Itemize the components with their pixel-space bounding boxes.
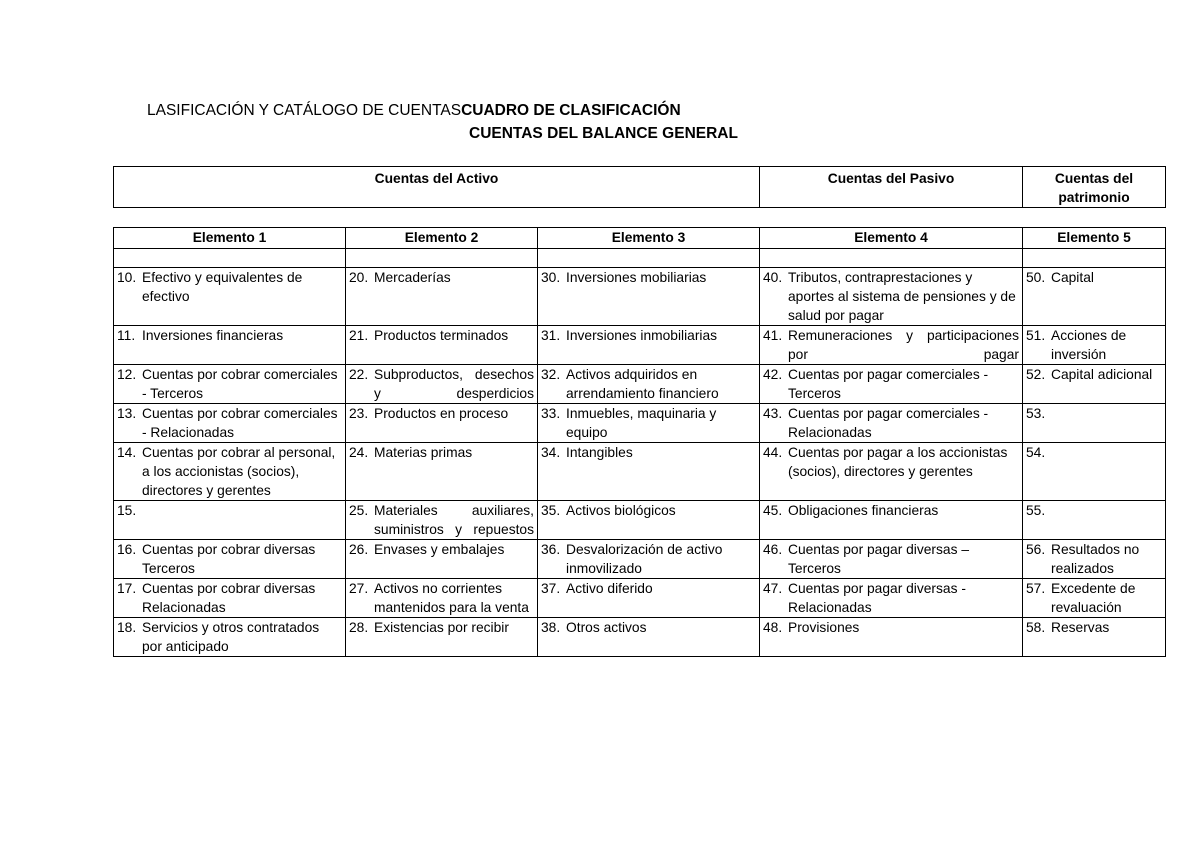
- account-item: [117, 501, 342, 520]
- account-name: Inversiones inmobiliarias: [566, 328, 718, 343]
- account-cell: [538, 365, 760, 404]
- table-row: [114, 443, 1166, 501]
- account-name: Desvalorización de activo inmovilizado: [566, 542, 723, 576]
- group-header-pasivo: Cuentas del Pasivo: [760, 167, 1023, 208]
- account-name: Intangibles: [566, 445, 633, 460]
- element-header: Elemento 3: [538, 228, 760, 249]
- title-bold-text: CUADRO DE CLASIFICACIÓN: [461, 102, 681, 119]
- account-item: [117, 365, 342, 403]
- account-name: Materiales auxiliares, suministros y repuestos: [374, 503, 534, 537]
- account-item: [763, 579, 1019, 617]
- account-name: Materias primas: [374, 445, 473, 460]
- account-cell: [346, 443, 538, 501]
- account-cell: [760, 540, 1023, 579]
- account-name: Cuentas por pagar diversas – Terceros: [788, 542, 969, 576]
- element-header: Elemento 1: [114, 228, 346, 249]
- account-name: Cuentas por cobrar al personal, a los accionistas (socios), directores y gerentes: [142, 445, 336, 498]
- account-cell: [346, 268, 538, 326]
- table-row: [114, 540, 1166, 579]
- account-name: Provisiones: [788, 620, 860, 635]
- account-item: [1026, 618, 1162, 637]
- account-code: 44.: [763, 445, 783, 460]
- account-code: 27.: [349, 581, 369, 596]
- account-cell: [114, 540, 346, 579]
- account-name: Productos en proceso: [374, 406, 509, 421]
- account-cell: [538, 540, 760, 579]
- account-item: [1026, 579, 1162, 617]
- account-name: Cuentas por cobrar diversas Terceros: [142, 542, 316, 576]
- account-code: 10.: [117, 270, 137, 285]
- account-cell: [346, 365, 538, 404]
- account-item: [541, 268, 756, 287]
- element-header: Elemento 4: [760, 228, 1023, 249]
- table-row: [114, 618, 1166, 657]
- account-code: 55.: [1026, 503, 1046, 518]
- account-item: [349, 404, 534, 423]
- account-item: [763, 540, 1019, 578]
- account-item: [117, 268, 342, 306]
- account-item: [763, 443, 1019, 481]
- account-cell: [114, 501, 346, 540]
- account-cell: [538, 618, 760, 657]
- accounts-table: [113, 227, 1166, 657]
- account-name: Tributos, contraprestaciones y aportes al sistema de pensiones y de salud por pagar: [788, 270, 1016, 323]
- element-header: Elemento 5: [1023, 228, 1166, 249]
- account-name: Inversiones mobiliarias: [566, 270, 707, 285]
- account-cell: [114, 618, 346, 657]
- document-title-line2: CUENTAS DEL BALANCE GENERAL: [469, 125, 738, 142]
- account-cell: [538, 579, 760, 618]
- account-item: [763, 404, 1019, 442]
- account-code: 32.: [541, 367, 561, 382]
- account-cell: [1023, 540, 1166, 579]
- account-name: Servicios y otros contratados por anticipado: [142, 620, 320, 654]
- account-name: Activos no corrientes mantenidos para la venta: [374, 581, 529, 615]
- account-cell: [760, 618, 1023, 657]
- account-name: Subproductos, desechos y desperdicios: [374, 367, 534, 401]
- account-name: Existencias por recibir: [374, 620, 509, 635]
- account-item: [541, 365, 756, 403]
- account-name: Cuentas por pagar comerciales - Relacionadas: [788, 406, 989, 440]
- account-name: Cuentas por cobrar comerciales - Relacionadas: [142, 406, 338, 440]
- account-item: [1026, 268, 1162, 287]
- account-item: [763, 501, 1019, 520]
- account-cell: [1023, 579, 1166, 618]
- account-code: 41.: [763, 328, 783, 343]
- account-code: 14.: [117, 445, 137, 460]
- account-name: Reservas: [1051, 620, 1110, 635]
- blank-row: [114, 249, 1166, 268]
- account-code: 15.: [117, 503, 137, 518]
- account-cell: [760, 443, 1023, 501]
- account-code: 17.: [117, 581, 137, 596]
- account-cell: [538, 326, 760, 365]
- account-cell: [1023, 268, 1166, 326]
- account-item: [763, 268, 1019, 325]
- account-code: 36.: [541, 542, 561, 557]
- groups-row: [114, 167, 1166, 208]
- account-cell: [538, 443, 760, 501]
- table-row: [114, 579, 1166, 618]
- account-item: [117, 326, 342, 345]
- account-cell: [114, 268, 346, 326]
- account-item: [763, 618, 1019, 637]
- account-item: [349, 443, 534, 462]
- document-title-line1: [147, 101, 681, 121]
- account-code: 42.: [763, 367, 783, 382]
- account-code: 28.: [349, 620, 369, 635]
- account-groups-table: [113, 166, 1166, 208]
- account-cell: [538, 268, 760, 326]
- group-header-activo: Cuentas del Activo: [114, 167, 760, 208]
- account-cell: [1023, 501, 1166, 540]
- group-header-patrimonio: Cuentas del patrimonio: [1023, 167, 1166, 208]
- account-item: [541, 443, 756, 462]
- account-item: [1026, 365, 1162, 384]
- account-code: 22.: [349, 367, 369, 382]
- account-code: 51.: [1026, 328, 1046, 343]
- account-code: 18.: [117, 620, 137, 635]
- empty-cell: [346, 249, 538, 268]
- account-name: Capital adicional: [1051, 367, 1153, 382]
- account-item: [541, 540, 756, 578]
- account-cell: [1023, 618, 1166, 657]
- empty-cell: [114, 249, 346, 268]
- account-item: [349, 501, 534, 539]
- account-item: [541, 404, 756, 442]
- account-code: 30.: [541, 270, 561, 285]
- account-item: [763, 365, 1019, 403]
- account-cell: [346, 404, 538, 443]
- account-cell: [114, 443, 346, 501]
- account-name: Envases y embalajes: [374, 542, 505, 557]
- account-code: 43.: [763, 406, 783, 421]
- account-name: Otros activos: [566, 620, 647, 635]
- account-cell: [114, 326, 346, 365]
- account-cell: [760, 404, 1023, 443]
- account-name: Activos adquiridos en arrendamiento financiero: [566, 367, 719, 401]
- account-name: Cuentas por pagar comerciales - Terceros: [788, 367, 989, 401]
- account-code: 23.: [349, 406, 369, 421]
- account-cell: [760, 579, 1023, 618]
- account-item: [1026, 326, 1162, 364]
- table-row: [114, 326, 1166, 365]
- account-code: 31.: [541, 328, 561, 343]
- account-code: 20.: [349, 270, 369, 285]
- account-cell: [760, 268, 1023, 326]
- account-code: 46.: [763, 542, 783, 557]
- account-name: Efectivo y equivalentes de efectivo: [142, 270, 303, 304]
- account-item: [117, 443, 342, 500]
- account-cell: [760, 365, 1023, 404]
- account-cell: [346, 326, 538, 365]
- account-item: [117, 404, 342, 442]
- elements-header-row: [114, 228, 1166, 249]
- empty-cell: [760, 249, 1023, 268]
- account-code: 13.: [117, 406, 137, 421]
- account-name: Activo diferido: [566, 581, 653, 596]
- account-name: Remuneraciones y participaciones por pagar: [788, 328, 1019, 362]
- account-code: 37.: [541, 581, 561, 596]
- account-cell: [760, 501, 1023, 540]
- account-code: 53.: [1026, 406, 1046, 421]
- account-name: Cuentas por cobrar diversas Relacionadas: [142, 581, 316, 615]
- account-item: [349, 365, 534, 403]
- account-item: [1026, 540, 1162, 578]
- account-cell: [346, 618, 538, 657]
- account-cell: [538, 404, 760, 443]
- account-cell: [114, 404, 346, 443]
- account-item: [763, 326, 1019, 364]
- account-item: [541, 501, 756, 520]
- account-name: Inversiones financieras: [142, 328, 284, 343]
- account-code: 45.: [763, 503, 783, 518]
- account-name: Resultados no realizados: [1051, 542, 1140, 576]
- account-item: [117, 618, 342, 656]
- account-item: [541, 326, 756, 345]
- account-code: 56.: [1026, 542, 1046, 557]
- account-code: 47.: [763, 581, 783, 596]
- account-code: 24.: [349, 445, 369, 460]
- account-item: [349, 540, 534, 559]
- account-name: Obligaciones financieras: [788, 503, 939, 518]
- account-name: Productos terminados: [374, 328, 509, 343]
- title-normal-text: LASIFICACIÓN Y CATÁLOGO DE CUENTAS: [147, 102, 462, 119]
- account-code: 48.: [763, 620, 783, 635]
- account-code: 16.: [117, 542, 137, 557]
- account-cell: [346, 501, 538, 540]
- account-cell: [1023, 365, 1166, 404]
- account-name: Capital: [1051, 270, 1094, 285]
- account-code: 38.: [541, 620, 561, 635]
- account-name: Inmuebles, maquinaria y equipo: [566, 406, 717, 440]
- account-code: 57.: [1026, 581, 1046, 596]
- account-item: [541, 579, 756, 598]
- account-cell: [346, 579, 538, 618]
- account-code: 26.: [349, 542, 369, 557]
- account-cell: [760, 326, 1023, 365]
- account-cell: [1023, 443, 1166, 501]
- account-item: [1026, 501, 1162, 520]
- account-name: Cuentas por cobrar comerciales - Terceros: [142, 367, 338, 401]
- account-cell: [1023, 404, 1166, 443]
- account-code: 34.: [541, 445, 561, 460]
- account-item: [349, 579, 534, 617]
- table-row: [114, 404, 1166, 443]
- account-name: Activos biológicos: [566, 503, 676, 518]
- account-code: 35.: [541, 503, 561, 518]
- account-item: [1026, 443, 1162, 462]
- table-row: [114, 268, 1166, 326]
- account-cell: [114, 579, 346, 618]
- table-row: [114, 501, 1166, 540]
- account-code: 12.: [117, 367, 137, 382]
- account-item: [117, 579, 342, 617]
- account-item: [349, 268, 534, 287]
- account-cell: [346, 540, 538, 579]
- account-code: 52.: [1026, 367, 1046, 382]
- account-cell: [1023, 326, 1166, 365]
- accounts-table-body: [114, 249, 1166, 657]
- empty-cell: [1023, 249, 1166, 268]
- account-item: [349, 326, 534, 345]
- account-code: 40.: [763, 270, 783, 285]
- account-item: [541, 618, 756, 637]
- account-name: Mercaderías: [374, 270, 451, 285]
- account-code: 33.: [541, 406, 561, 421]
- empty-cell: [538, 249, 760, 268]
- account-code: 50.: [1026, 270, 1046, 285]
- account-item: [1026, 404, 1162, 423]
- account-cell: [114, 365, 346, 404]
- table-row: [114, 365, 1166, 404]
- account-name: Acciones de inversión: [1051, 328, 1127, 362]
- account-code: 11.: [117, 328, 136, 343]
- account-code: 54.: [1026, 445, 1046, 460]
- element-header: Elemento 2: [346, 228, 538, 249]
- account-code: 25.: [349, 503, 369, 518]
- account-cell: [538, 501, 760, 540]
- account-item: [117, 540, 342, 578]
- account-code: 58.: [1026, 620, 1046, 635]
- account-name: Cuentas por pagar a los accionistas (socios), directores y gerentes: [788, 445, 1008, 479]
- account-item: [349, 618, 534, 637]
- account-name: Excedente de revaluación: [1051, 581, 1136, 615]
- account-name: Cuentas por pagar diversas - Relacionadas: [788, 581, 966, 615]
- account-code: 21.: [349, 328, 369, 343]
